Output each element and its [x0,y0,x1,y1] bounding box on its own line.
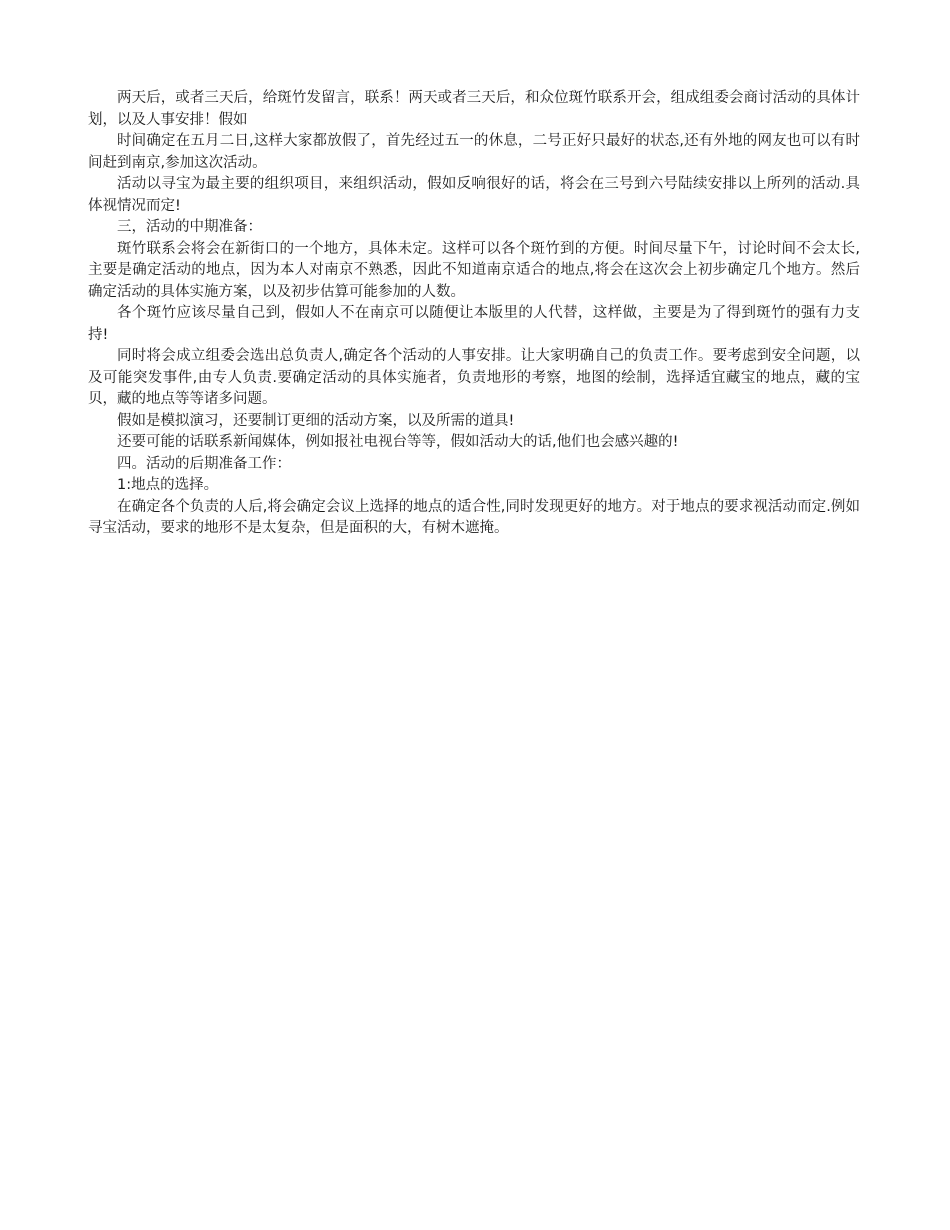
subsection-heading: 1:地点的选择。 [117,477,219,493]
paragraph: 斑竹联系会将会在新街口的一个地方，具体未定。这样可以各个斑竹到的方便。时间尽量下午，讨论时间不会太长,主要是确定活动的地点，因为本人对南京不熟悉，因此不知道南京适合的地点,将会在这次会上初步确定几个地方。然后确定活动的具体实施方案，以及初步估算可能参加的人数。 [88,240,860,300]
paragraph: 还要可能的话联系新闻媒体，例如报社电视台等等，假如活动大的话,他们也会感兴趣的! [117,434,679,450]
paragraph: 在确定各个负责的人后,将会确定会议上选择的地点的适合性,同时发现更好的地方。对于地点的要求视活动而定.例如寻宝活动，要求的地形不是太复杂，但是面积的大，有树木遮掩。 [88,498,860,536]
paragraph: 假如是模拟演习，还要制订更细的活动方案，以及所需的道具! [117,412,515,429]
paragraph: 两天后，或者三天后，给斑竹发留言，联系！两天或者三天后，和众位斑竹联系开会，组成组委会商讨活动的具体计划，以及人事安排！假如 [88,90,860,128]
document-page [88,88,860,540]
paragraph: 活动以寻宝为最主要的组织项目，来组织活动，假如反响很好的话，将会在三号到六号陆续安排以上所列的活动.具体视情况而定! [88,176,860,214]
paragraph: 时间确定在五月二日,这样大家都放假了，首先经过五一的休息，二号正好只最好的状态,还有外地的网友也可以有时间赶到南京,参加这次活动。 [88,133,860,171]
section-heading: 三，活动的中期准备： [117,219,262,235]
paragraph: 同时将会成立组委会选出总负责人,确定各个活动的人事安排。让大家明确自己的负责工作。要考虑到安全问题，以及可能突发事件,由专人负责.要确定活动的具体实施者，负责地形的考察，地图的绘制，选择适宜藏宝的地点，藏的宝贝，藏的地点等等诸多问题。 [88,348,860,407]
paragraph: 各个斑竹应该尽量自己到，假如人不在南京可以随便让本版里的人代替，这样做，主要是为了得到斑竹的强有力支持! [88,305,860,343]
section-heading: 四。活动的后期准备工作： [117,455,291,472]
